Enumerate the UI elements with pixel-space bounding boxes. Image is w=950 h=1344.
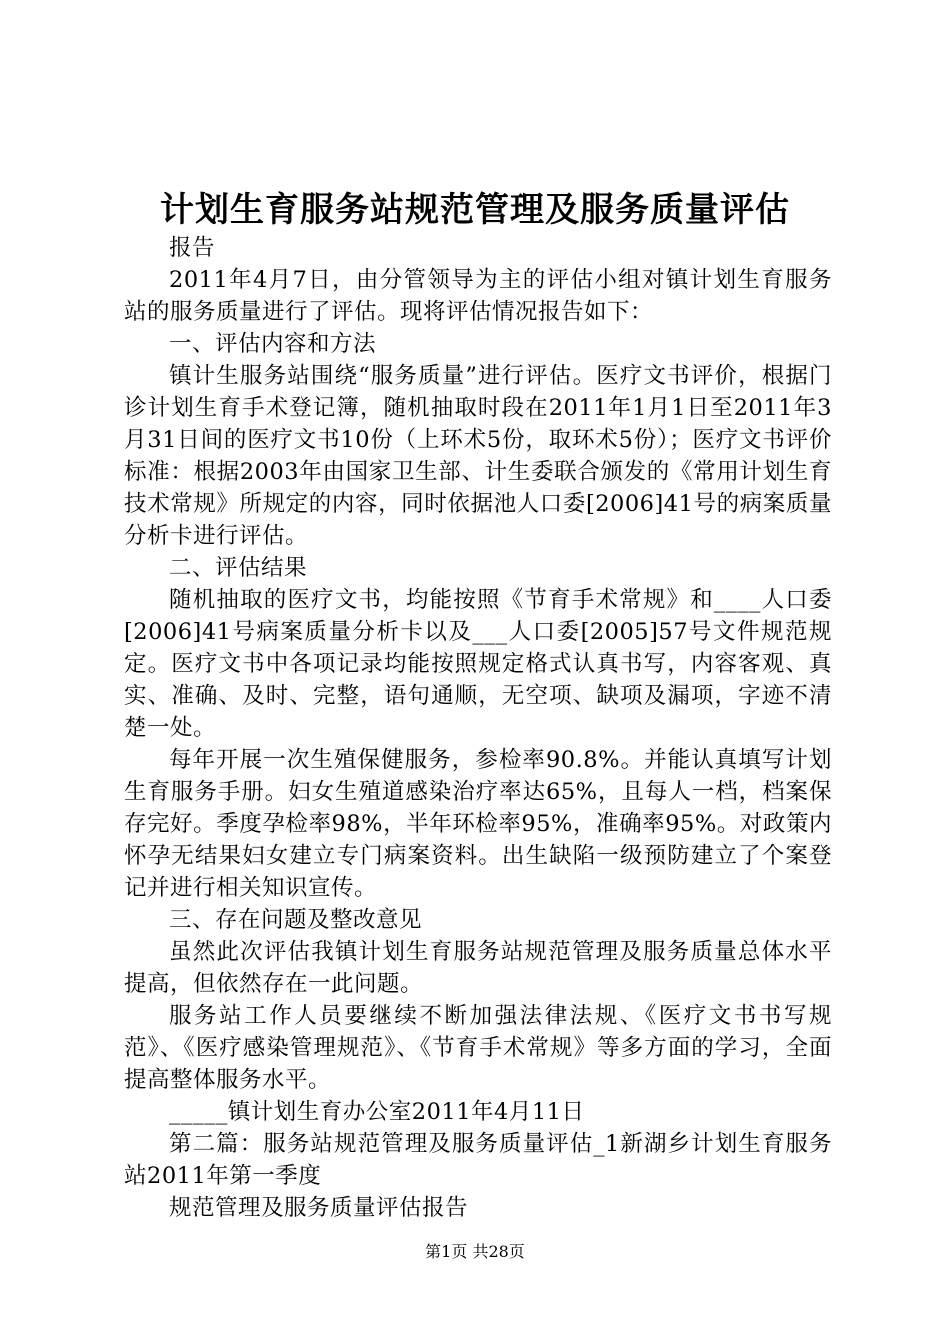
paragraph: 镇计生服务站围绕“服务质量”进行评估。医疗文书评价，根据门诊计划生育手术登记簿，随机抽取时段在2011年1月1日至2011年3月31日间的医疗文书10份（上环术5份，取环术5份）；医疗文书评价标准：根据2003年由国家卫生部、计生委联合颁发的《常用计划生育技术常规》所规定的内容，同时依据池人口委[2006]41号的病案质量分析卡进行评估。	[124, 363, 832, 549]
section-heading: 二、评估结果	[169, 555, 308, 581]
paragraph: 虽然此次评估我镇计划生育服务站规范管理及服务质量总体水平提高，但依然存在一此问题。	[124, 939, 832, 997]
paragraph: 报告	[169, 235, 216, 261]
section-heading: 三、存在问题及整改意见	[169, 907, 423, 933]
paragraph: 每年开展一次生殖保健服务，参检率90.8%。并能认真填写计划生育服务手册。妇女生殖道感染治疗率达65%，且每人一档，档案保存完好。季度孕检率98%，半年环检率95%，准确率95%。对政策内怀孕无结果妇女建立专门病案资料。出生缺陷一级预防建立了个案登记并进行相关知识宣传。	[124, 747, 832, 901]
signature-line: _____镇计划生育办公室2011年4月11日	[169, 1099, 585, 1125]
paragraph: 随机抽取的医疗文书，均能按照《节育手术常规》和____人口委[2006]41号病案质量分析卡以及___人口委[2005]57号文件规范规定。医疗文书中各项记录均能按照规定格式认真书写，内容客观、真实、准确、及时、完整，语句通顺，无空项、缺项及漏项，字迹不清楚一处。	[124, 587, 832, 741]
page-footer: 第1页 共28页	[425, 1242, 525, 1261]
document-body	[124, 232, 832, 1224]
section-heading: 一、评估内容和方法	[169, 331, 377, 357]
paragraph: 2011年4月7日，由分管领导为主的评估小组对镇计划生育服务站的服务质量进行了评估。现将评估情况报告如下：	[124, 267, 832, 325]
paragraph: 服务站工作人员要继续不断加强法律法规、《医疗文书书写规范》、《医疗感染管理规范》、《节育手术常规》等多方面的学习，全面提高整体服务水平。	[124, 1003, 832, 1093]
paragraph: 规范管理及服务质量评估报告	[169, 1195, 469, 1221]
document-title: 计划生育服务站规范管理及服务质量评估	[160, 190, 790, 230]
paragraph: 第二篇：服务站规范管理及服务质量评估_1新湖乡计划生育服务站2011年第一季度	[124, 1131, 832, 1189]
